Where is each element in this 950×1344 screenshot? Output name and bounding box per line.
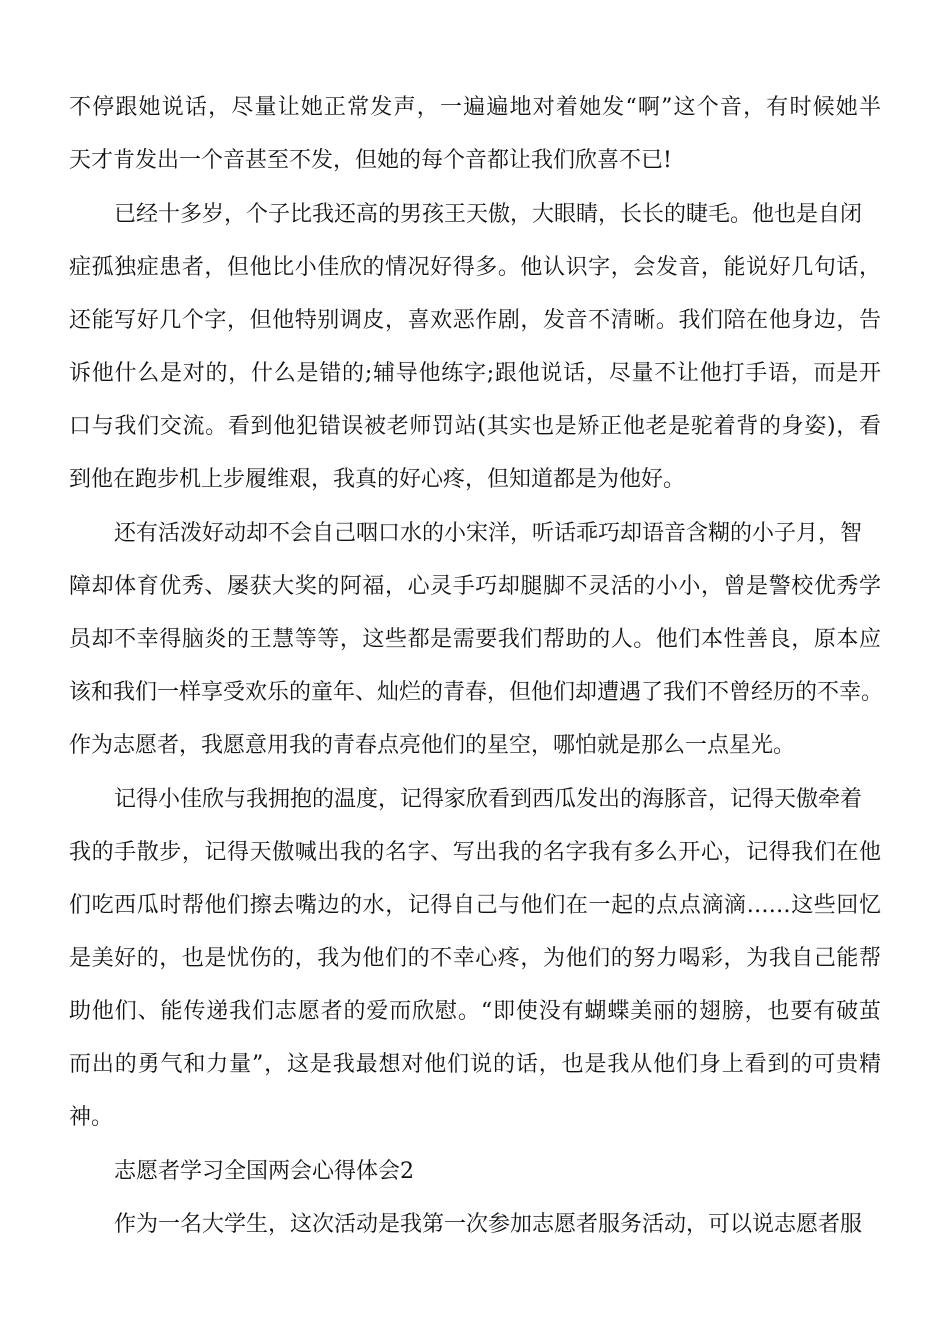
text-line: 员却不幸得脑炎的王慧等等，这些都是需要我们帮助的人。他们本性善良，原本应	[69, 627, 881, 652]
text-line: 助他们、能传递我们志愿者的爱而欣慰。“即使没有蝴蝶美丽的翅膀，也要有破茧	[69, 999, 881, 1024]
section-heading: 志愿者学习全国两会心得体会2	[114, 1159, 414, 1184]
text-line: 到他在跑步机上步履维艰，我真的好心疼，但知道都是为他好。	[69, 467, 686, 492]
text-line: 已经十多岁，个子比我还高的男孩王天傲，大眼睛，长长的睫毛。他也是自闭	[114, 202, 863, 227]
text-line: 神。	[69, 1105, 114, 1130]
text-line: 作为一名大学生，这次活动是我第一次参加志愿者服务活动，可以说志愿者服	[114, 1212, 863, 1237]
text-line: 症孤独症患者，但他比小佳欣的情况好得多。他认识字，会发音，能说好几句话，	[69, 255, 881, 280]
text-line: 们吃西瓜时帮他们擦去嘴边的水，记得自己与他们在一起的点点滴滴……这些回忆	[69, 893, 881, 918]
text-line: 还有活泼好动却不会自己咽口水的小宋洋，听话乖巧却语音含糊的小子月，智	[114, 521, 863, 546]
text-line: 而出的勇气和力量”，这是我最想对他们说的话，也是我从他们身上看到的可贵精	[69, 1052, 881, 1077]
text-line: 障却体育优秀、屡获大奖的阿福，心灵手巧却腿脚不灵活的小小，曾是警校优秀学	[69, 574, 881, 599]
text-line: 作为志愿者，我愿意用我的青春点亮他们的星空，哪怕就是那么一点星光。	[69, 733, 796, 758]
text-line: 我的手散步，记得天傲喊出我的名字、写出我的名字我有多么开心，记得我们在他	[69, 840, 881, 865]
text-line: 该和我们一样享受欢乐的童年、灿烂的青春，但他们却遭遇了我们不曾经历的不幸。	[69, 680, 884, 705]
text-line: 诉他什么是对的，什么是错的;辅导他练字;跟他说话，尽量不让他打手语，而是开	[69, 361, 881, 386]
text-line: 记得小佳欣与我拥抱的温度，记得家欣看到西瓜发出的海豚音，记得天傲牵着	[114, 787, 863, 812]
text-line: 还能写好几个字，但他特别调皮，喜欢恶作剧，发音不清晰。我们陪在他身边，告	[69, 308, 881, 333]
text-line: 不停跟她说话，尽量让她正常发声，一遍遍地对着她发“啊”这个音，有时候她半	[69, 95, 881, 120]
text-line: 天才肯发出一个音甚至不发，但她的每个音都让我们欣喜不已!	[69, 148, 672, 173]
text-line: 是美好的，也是忧伤的，我为他们的不幸心疼，为他们的努力喝彩，为我自己能帮	[69, 946, 881, 971]
text-line: 口与我们交流。看到他犯错误被老师罚站(其实也是矫正他老是驼着背的身姿)，看	[69, 414, 881, 439]
